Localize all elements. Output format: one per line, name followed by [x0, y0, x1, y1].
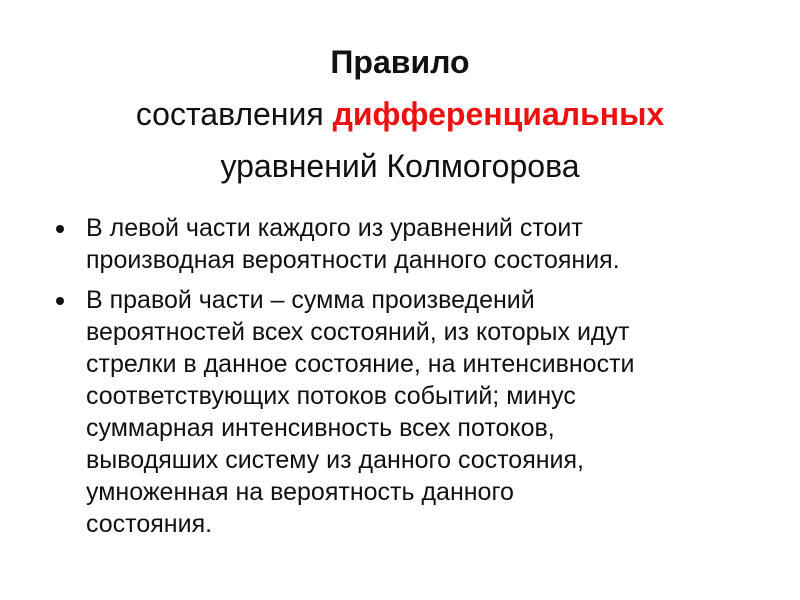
bullet-text-line: соответствующих потоков событий; минус [86, 382, 576, 410]
bullet-dot-icon [56, 297, 64, 305]
bullet-text-line: состояния. [86, 510, 213, 538]
bullet-text-line: вероятностей всех состояний, из которых идут [86, 318, 630, 346]
title-line-3: уравнений Колмогорова [220, 148, 580, 184]
title-line-2-prefix: составления [135, 96, 333, 132]
bullet-text-line: суммарная интенсивность всех потоков, [86, 414, 555, 442]
bullet-dot-icon [56, 225, 64, 233]
title-line-2 [0, 88, 800, 140]
slide-title [0, 36, 800, 192]
title-accent-word: дифференциальных [332, 96, 665, 132]
bullet-text-line: В левой части каждого из уравнений стоит [86, 214, 583, 242]
bullet-text-line: стрелки в данное состояние, на интенсивности [86, 350, 635, 378]
bullet-text-line: умноженная на вероятность данного [86, 478, 514, 506]
bullet-text-line: В правой части – сумма произведений [86, 286, 535, 314]
bullet-list [52, 212, 772, 548]
title-line-1: Правило [330, 44, 470, 80]
bullet-text-line: производная вероятности данного состояния. [86, 246, 620, 274]
bullet-text-line: выводяших систему из данного состояния, [86, 446, 584, 474]
bullet-item [52, 284, 772, 540]
bullet-item [52, 212, 772, 276]
